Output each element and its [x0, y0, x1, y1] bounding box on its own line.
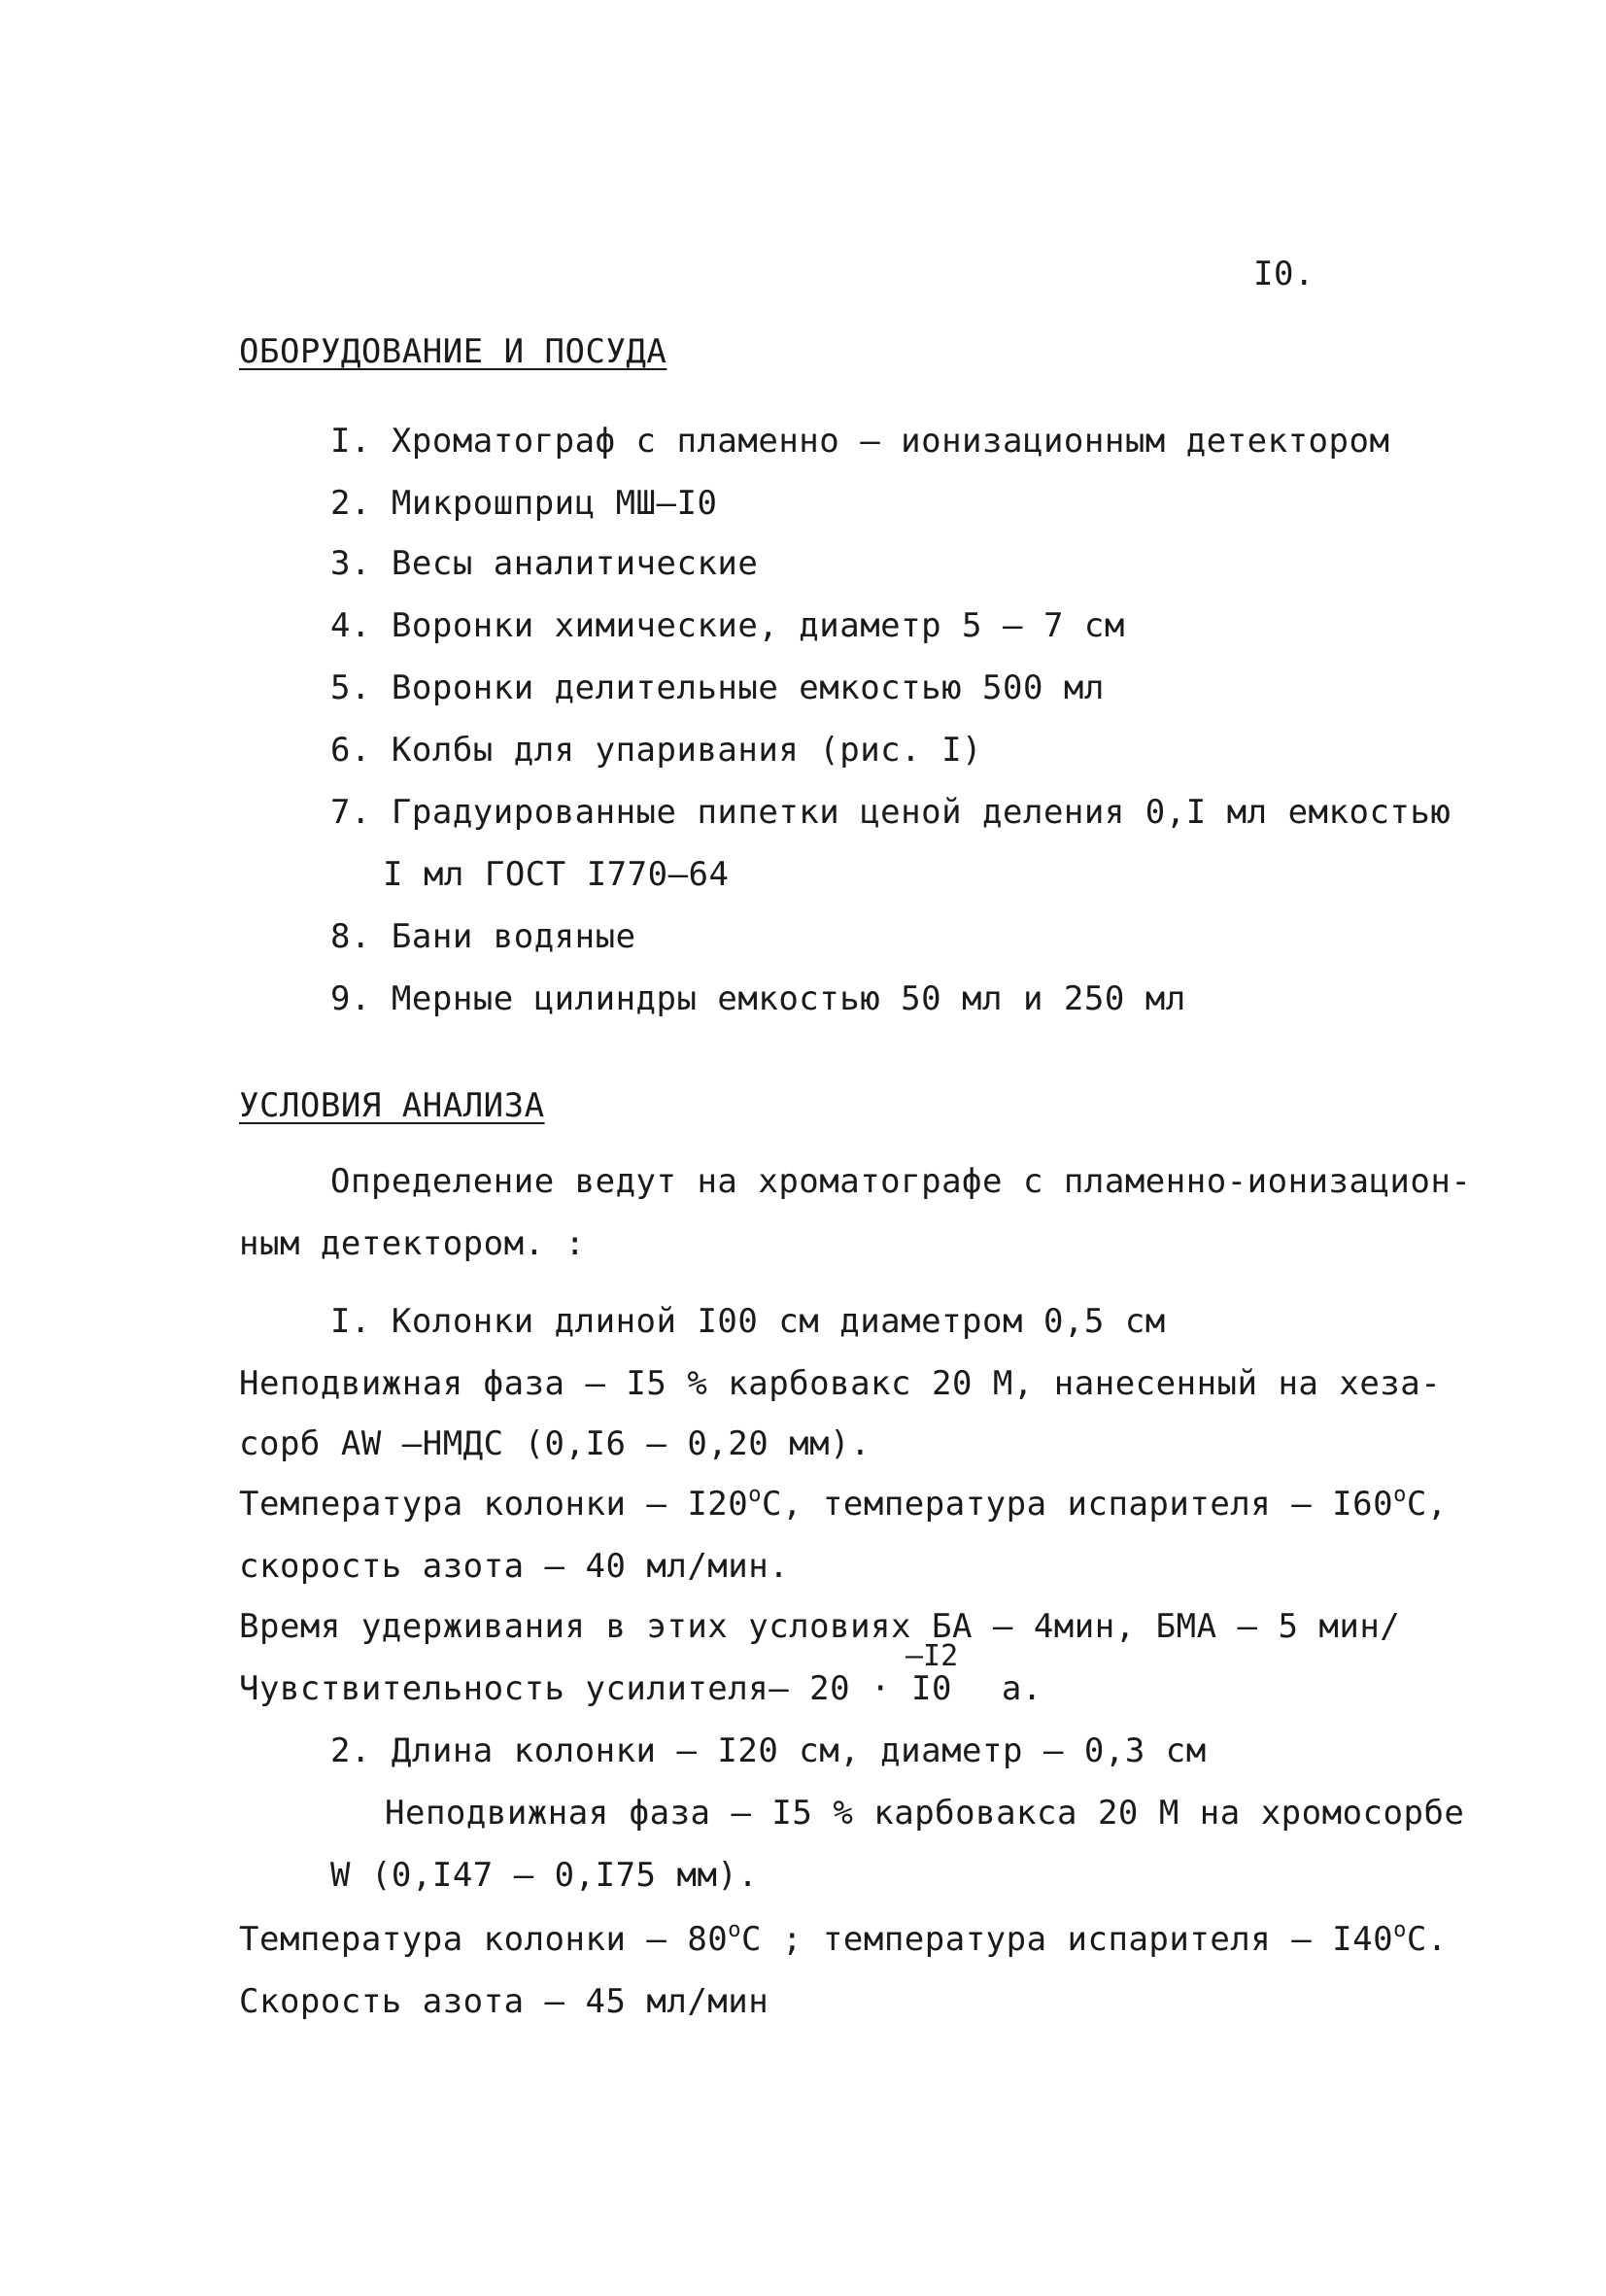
column-2-phase: Неподвижная фаза – I5 % карбовакса 20 М на хромосорбе: [385, 1794, 1465, 1833]
degree-sign: o: [728, 1918, 742, 1942]
column-1-temperature: [239, 1485, 1448, 1524]
conditions-intro-line: ным детектором. :: [239, 1224, 586, 1263]
column-2-temp-text: Температура колонки – 80: [239, 1920, 729, 1959]
column-2-title: 2. Длина колонки – I20 см, диаметр – 0,3 см: [330, 1731, 1207, 1770]
equipment-item: 6. Колбы для упаривания (рис. I): [330, 731, 983, 770]
column-1-temp-text: С,: [1406, 1485, 1448, 1524]
column-1-sensitivity-text: Чувствительность усилителя– 20 · I0: [239, 1669, 952, 1708]
column-2-temp-text: С.: [1406, 1920, 1448, 1959]
column-1-phase: Неподвижная фаза – I5 % карбовакс 20 М, нанесенный на хеза-: [239, 1364, 1442, 1403]
column-1-sensitivity-unit: а.: [980, 1669, 1042, 1708]
column-1-title: I. Колонки длиной I00 см диаметром 0,5 см: [330, 1302, 1166, 1341]
conditions-heading: УСЛОВИЯ АНАЛИЗА: [239, 1086, 545, 1125]
conditions-intro-line: Определение ведут на хроматографе с пламенно-ионизацион-: [330, 1162, 1472, 1201]
equipment-item: 5. Воронки делительные емкостью 500 мл: [330, 668, 1105, 707]
column-1-sensitivity: [239, 1669, 1042, 1708]
column-1-phase: сорб AW –НМДС (0,I6 – 0,20 мм).: [239, 1424, 871, 1463]
equipment-item: 3. Весы аналитические: [330, 544, 759, 583]
degree-sign: o: [748, 1483, 762, 1507]
degree-sign: o: [1393, 1483, 1407, 1507]
sensitivity-exponent: –I2: [906, 1639, 959, 1673]
column-2-phase: W (0,I47 – 0,I75 мм).: [330, 1856, 759, 1895]
column-1-temp-text: С, температура испарителя – I60: [762, 1485, 1394, 1524]
column-1-retention: Время удерживания в этих условиях БА – 4мин, БМА – 5 мин/: [239, 1607, 1401, 1646]
degree-sign: o: [1393, 1918, 1407, 1942]
column-1-speed: скорость азота – 40 мл/мин.: [239, 1547, 790, 1586]
equipment-item: 2. Микрошприц МШ–I0: [330, 484, 718, 523]
equipment-item: I мл ГОСТ I770–64: [383, 855, 730, 894]
equipment-item: I. Хроматограф с пламенно – ионизационным детектором: [330, 422, 1390, 461]
column-2-speed: Скорость азота – 45 мл/мин: [239, 1982, 769, 2021]
equipment-item: 8. Бани водяные: [330, 917, 636, 956]
equipment-item: 4. Воронки химические, диаметр 5 – 7 см: [330, 606, 1125, 645]
page-number: I0.: [1253, 255, 1315, 293]
equipment-item: 7. Градуированные пипетки ценой деления 0,I мл емкостью: [330, 793, 1452, 832]
column-2-temperature: [239, 1920, 1448, 1959]
equipment-item: 9. Мерные цилиндры емкостью 50 мл и 250 мл: [330, 979, 1186, 1018]
column-1-temp-text: Температура колонки – I20: [239, 1485, 749, 1524]
column-2-temp-text: С ; температура испарителя – I40: [741, 1920, 1394, 1959]
equipment-heading: ОБОРУДОВАНИЕ И ПОСУДА: [239, 332, 667, 371]
